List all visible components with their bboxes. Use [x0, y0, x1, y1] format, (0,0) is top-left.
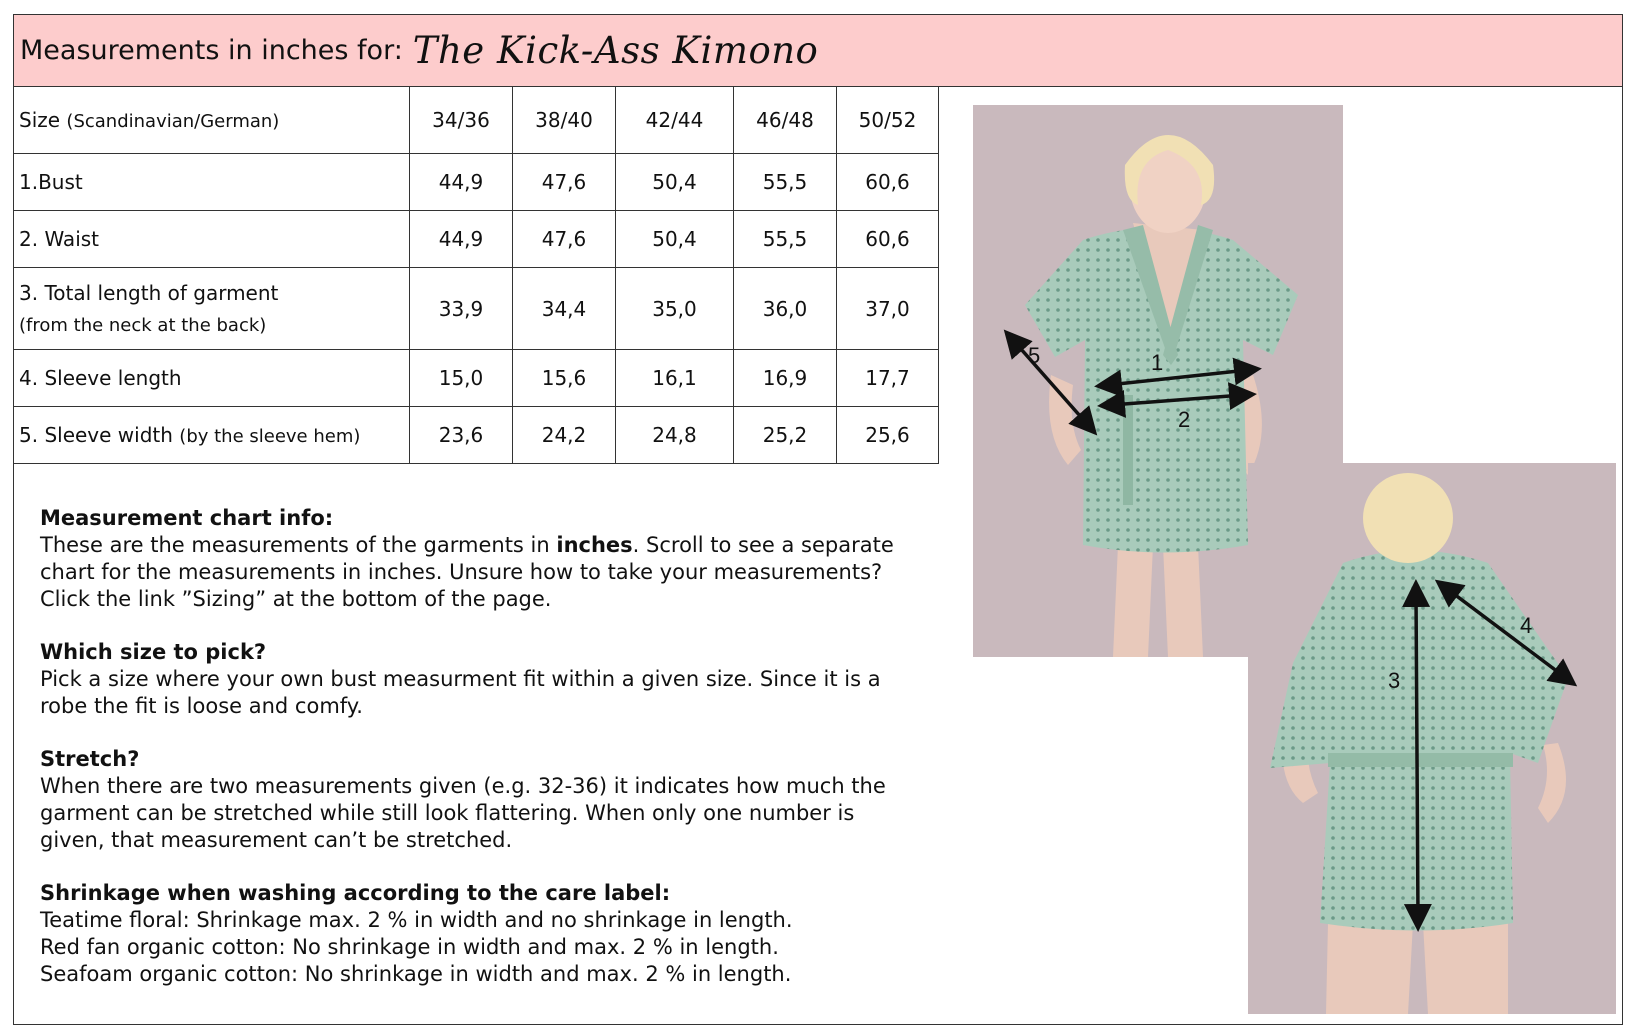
row-label-with-sub: [14, 407, 410, 464]
size-col-2: 38/40: [513, 87, 616, 154]
table-cell: 17,7: [837, 350, 939, 407]
size-table: [13, 86, 939, 464]
chart-info-title: Measurement chart info:: [40, 506, 334, 530]
table-row: [14, 211, 939, 268]
marker-label: 3: [1388, 668, 1401, 693]
row-label-multiline: [14, 268, 410, 350]
table-cell: 47,6: [513, 154, 616, 211]
size-col-1: 34/36: [410, 87, 513, 154]
table-cell: 44,9: [410, 211, 513, 268]
stretch-title: Stretch?: [40, 747, 140, 771]
table-cell: 15,6: [513, 350, 616, 407]
table-cell: 16,1: [616, 350, 734, 407]
size-header-cell: [14, 87, 410, 154]
row-sub-label: (by the sleeve hem): [179, 426, 361, 447]
table-cell: 15,0: [410, 350, 513, 407]
table-cell: 23,6: [410, 407, 513, 464]
marker-label: 5: [1028, 343, 1041, 368]
row-sub-label: (from the neck at the back): [19, 315, 267, 336]
table-cell: 34,4: [513, 268, 616, 350]
back-view-photo: [1248, 463, 1616, 1014]
size-col-4: 46/48: [734, 87, 837, 154]
shrinkage-line: Red fan organic cotton: No shrinkage in width and max. 2 % in length.: [40, 935, 779, 959]
measurement-info: [40, 505, 920, 1014]
size-sub-label: (Scandinavian/German): [66, 111, 280, 132]
table-row: [14, 268, 939, 350]
chart-info-text: [40, 532, 920, 613]
shrinkage-title: Shrinkage when washing according to the care label:: [40, 881, 671, 905]
table-cell: 55,5: [734, 154, 837, 211]
table-cell: 37,0: [837, 268, 939, 350]
row-label: 3. Total length of garment: [19, 281, 279, 305]
table-header-row: [14, 87, 939, 154]
table-cell: 35,0: [616, 268, 734, 350]
table-cell: 25,6: [837, 407, 939, 464]
table-cell: 55,5: [734, 211, 837, 268]
row-label: 2. Waist: [14, 211, 410, 268]
table-cell: 50,4: [616, 154, 734, 211]
row-label: 4. Sleeve length: [14, 350, 410, 407]
table-cell: 47,6: [513, 211, 616, 268]
stretch-block: [40, 746, 920, 854]
title-bar: [13, 14, 1623, 87]
marker-label: 1: [1151, 350, 1164, 375]
table-cell: 24,8: [616, 407, 734, 464]
product-name: The Kick-Ass Kimono: [412, 29, 819, 72]
table-cell: 16,9: [734, 350, 837, 407]
marker-label: 2: [1178, 407, 1191, 432]
chart-info-block: [40, 505, 920, 613]
size-col-5: 50/52: [837, 87, 939, 154]
marker-label: 4: [1520, 613, 1533, 638]
title-lead: Measurements in inches for:: [20, 35, 403, 66]
shrinkage-line: Teatime floral: Shrinkage max. 2 % in width and no shrinkage in length.: [40, 908, 793, 932]
shrinkage-block: [40, 880, 920, 988]
table-row: [14, 407, 939, 464]
pick-size-block: [40, 639, 920, 720]
table-cell: 33,9: [410, 268, 513, 350]
table-cell: 44,9: [410, 154, 513, 211]
table-cell: 25,2: [734, 407, 837, 464]
stretch-text: When there are two measurements given (e.g. 32-36) it indicates how much the garment can be stretched while still look flattering. When only one number is given, that measurement can’t be stretched.: [40, 774, 886, 852]
table-cell: 60,6: [837, 154, 939, 211]
pick-size-text: Pick a size where your own bust measurment fit within a given size. Since it is a robe the fit is loose and comfy.: [40, 667, 881, 718]
table-cell: 50,4: [616, 211, 734, 268]
row-label: 5. Sleeve width: [19, 423, 173, 447]
pick-size-title: Which size to pick?: [40, 640, 267, 664]
size-col-3: 42/44: [616, 87, 734, 154]
table-cell: 36,0: [734, 268, 837, 350]
size-label: Size: [19, 108, 61, 132]
table-cell: 24,2: [513, 407, 616, 464]
chart-info-text-bold: inches: [556, 533, 633, 557]
table-row: [14, 350, 939, 407]
table-row: [14, 154, 939, 211]
back-view-illustration: [1248, 463, 1616, 1014]
chart-info-text-a: These are the measurements of the garments in: [40, 533, 557, 557]
shrinkage-line: Seafoam organic cotton: No shrinkage in width and max. 2 % in length.: [40, 962, 792, 986]
chart-info-text-b: . Scroll to see a separate chart for the measurements in inches. Unsure how to take your measurements? Click the link ”Sizing” at the bottom of the page.: [40, 533, 894, 611]
table-cell: 60,6: [837, 211, 939, 268]
row-label: 1.Bust: [14, 154, 410, 211]
